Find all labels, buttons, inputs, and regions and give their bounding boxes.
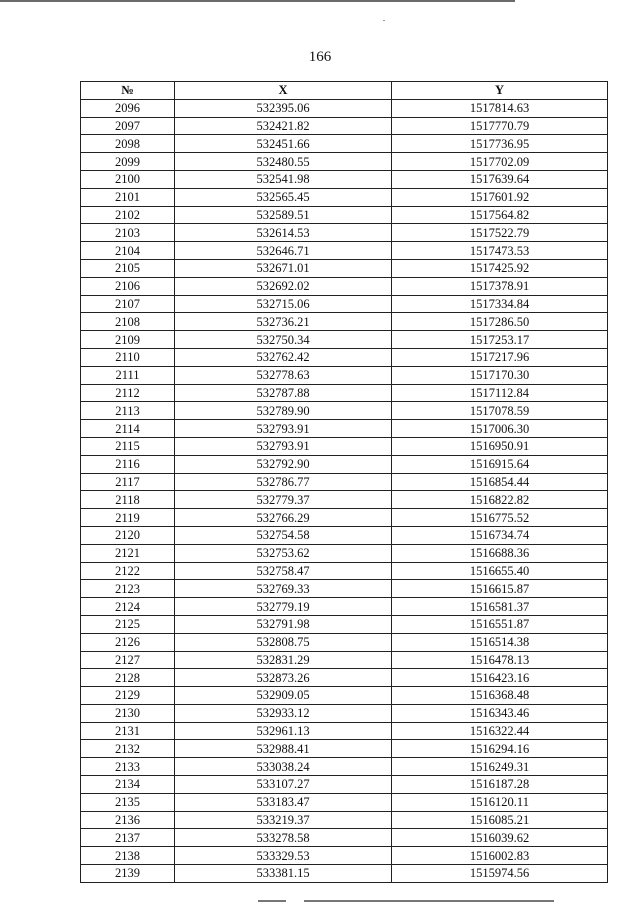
cell-y: 1516085.21 [392, 811, 608, 829]
cell-y: 1516915.64 [392, 455, 608, 473]
cell-number: 2104 [81, 242, 175, 260]
cell-y: 1516615.87 [392, 580, 608, 598]
table-row [81, 526, 608, 544]
cell-number: 2127 [81, 651, 175, 669]
cell-y: 1516120.11 [392, 793, 608, 811]
coordinates-table [80, 81, 608, 883]
table-row [81, 277, 608, 295]
cell-x: 532646.71 [175, 242, 392, 260]
cell-number: 2125 [81, 615, 175, 633]
cell-y: 1516734.74 [392, 526, 608, 544]
cell-y: 1516249.31 [392, 758, 608, 776]
table-row [81, 776, 608, 794]
table-row [81, 740, 608, 758]
cell-y: 1516039.62 [392, 829, 608, 847]
cell-number: 2105 [81, 259, 175, 277]
cell-number: 2107 [81, 295, 175, 313]
table-row [81, 242, 608, 260]
top-border-line [0, 0, 515, 2]
cell-number: 2137 [81, 829, 175, 847]
table-row [81, 420, 608, 438]
cell-y: 1517639.64 [392, 170, 608, 188]
table-row [81, 259, 608, 277]
cell-y: 1516950.91 [392, 437, 608, 455]
cell-y: 1516322.44 [392, 722, 608, 740]
cell-x: 532791.98 [175, 615, 392, 633]
cell-x: 532451.66 [175, 135, 392, 153]
cell-y: 1517006.30 [392, 420, 608, 438]
cell-number: 2139 [81, 865, 175, 883]
table-row [81, 704, 608, 722]
cell-y: 1517286.50 [392, 313, 608, 331]
cell-y: 1516343.46 [392, 704, 608, 722]
table-body [81, 99, 608, 882]
bottom-border-line [304, 900, 554, 902]
table-row [81, 580, 608, 598]
cell-number: 2109 [81, 331, 175, 349]
cell-x: 533107.27 [175, 776, 392, 794]
cell-y: 1517334.84 [392, 295, 608, 313]
table-row [81, 491, 608, 509]
cell-y: 1516423.16 [392, 669, 608, 687]
table-row [81, 829, 608, 847]
cell-x: 532786.77 [175, 473, 392, 491]
cell-x: 532779.37 [175, 491, 392, 509]
cell-y: 1516368.48 [392, 687, 608, 705]
cell-x: 533038.24 [175, 758, 392, 776]
cell-number: 2131 [81, 722, 175, 740]
cell-y: 1517814.63 [392, 99, 608, 117]
cell-y: 1516187.28 [392, 776, 608, 794]
cell-y: 1516655.40 [392, 562, 608, 580]
table-row [81, 598, 608, 616]
table-row [81, 437, 608, 455]
cell-y: 1517378.91 [392, 277, 608, 295]
cell-number: 2121 [81, 544, 175, 562]
header-number: № [81, 82, 175, 100]
scan-speck [383, 20, 385, 21]
cell-x: 533329.53 [175, 847, 392, 865]
cell-x: 532831.29 [175, 651, 392, 669]
cell-number: 2128 [81, 669, 175, 687]
table-row [81, 153, 608, 171]
cell-x: 532789.90 [175, 402, 392, 420]
cell-number: 2138 [81, 847, 175, 865]
cell-number: 2097 [81, 117, 175, 135]
cell-y: 1517522.79 [392, 224, 608, 242]
cell-y: 1516822.82 [392, 491, 608, 509]
table-row [81, 722, 608, 740]
cell-x: 532787.88 [175, 384, 392, 402]
cell-number: 2130 [81, 704, 175, 722]
cell-x: 532808.75 [175, 633, 392, 651]
cell-y: 1517473.53 [392, 242, 608, 260]
cell-x: 532873.26 [175, 669, 392, 687]
cell-x: 532961.13 [175, 722, 392, 740]
cell-x: 532480.55 [175, 153, 392, 171]
cell-x: 532750.34 [175, 331, 392, 349]
table-row [81, 117, 608, 135]
cell-number: 2123 [81, 580, 175, 598]
cell-number: 2136 [81, 811, 175, 829]
table-row [81, 669, 608, 687]
table-row [81, 206, 608, 224]
cell-y: 1517112.84 [392, 384, 608, 402]
cell-y: 1517170.30 [392, 366, 608, 384]
table-row [81, 544, 608, 562]
table-row [81, 366, 608, 384]
table-row [81, 793, 608, 811]
table-row [81, 687, 608, 705]
cell-number: 2119 [81, 509, 175, 527]
cell-x: 532793.91 [175, 437, 392, 455]
cell-number: 2134 [81, 776, 175, 794]
cell-number: 2133 [81, 758, 175, 776]
cell-y: 1517770.79 [392, 117, 608, 135]
cell-number: 2111 [81, 366, 175, 384]
table-row [81, 455, 608, 473]
cell-x: 532909.05 [175, 687, 392, 705]
cell-number: 2126 [81, 633, 175, 651]
table-row [81, 170, 608, 188]
cell-x: 533381.15 [175, 865, 392, 883]
cell-x: 532589.51 [175, 206, 392, 224]
table-row [81, 348, 608, 366]
cell-number: 2132 [81, 740, 175, 758]
cell-number: 2103 [81, 224, 175, 242]
cell-x: 532692.02 [175, 277, 392, 295]
table-row [81, 473, 608, 491]
cell-x: 532754.58 [175, 526, 392, 544]
cell-y: 1517078.59 [392, 402, 608, 420]
cell-x: 532395.06 [175, 99, 392, 117]
cell-x: 532792.90 [175, 455, 392, 473]
cell-x: 532769.33 [175, 580, 392, 598]
table-row [81, 865, 608, 883]
cell-number: 2122 [81, 562, 175, 580]
table-row [81, 99, 608, 117]
cell-x: 532766.29 [175, 509, 392, 527]
cell-number: 2115 [81, 437, 175, 455]
cell-number: 2101 [81, 188, 175, 206]
table-row [81, 758, 608, 776]
cell-x: 533219.37 [175, 811, 392, 829]
cell-y: 1516551.87 [392, 615, 608, 633]
table-row [81, 313, 608, 331]
cell-number: 2108 [81, 313, 175, 331]
bottom-border-line [258, 900, 286, 902]
cell-x: 532933.12 [175, 704, 392, 722]
cell-number: 2096 [81, 99, 175, 117]
cell-number: 2106 [81, 277, 175, 295]
cell-number: 2110 [81, 348, 175, 366]
table-row [81, 633, 608, 651]
cell-y: 1517425.92 [392, 259, 608, 277]
table-row [81, 562, 608, 580]
cell-x: 532778.63 [175, 366, 392, 384]
cell-y: 1515974.56 [392, 865, 608, 883]
cell-y: 1516514.38 [392, 633, 608, 651]
cell-y: 1516854.44 [392, 473, 608, 491]
table-row [81, 651, 608, 669]
table-header-row [81, 82, 608, 100]
cell-number: 2135 [81, 793, 175, 811]
table-row [81, 224, 608, 242]
cell-x: 533183.47 [175, 793, 392, 811]
cell-number: 2098 [81, 135, 175, 153]
cell-x: 532715.06 [175, 295, 392, 313]
cell-x: 532779.19 [175, 598, 392, 616]
cell-x: 532421.82 [175, 117, 392, 135]
cell-x: 532762.42 [175, 348, 392, 366]
header-y: Y [392, 82, 608, 100]
table-row [81, 811, 608, 829]
cell-number: 2129 [81, 687, 175, 705]
cell-y: 1517564.82 [392, 206, 608, 224]
cell-x: 532614.53 [175, 224, 392, 242]
cell-y: 1517702.09 [392, 153, 608, 171]
cell-number: 2100 [81, 170, 175, 188]
table-row [81, 188, 608, 206]
table-row [81, 509, 608, 527]
cell-number: 2102 [81, 206, 175, 224]
cell-number: 2099 [81, 153, 175, 171]
cell-number: 2113 [81, 402, 175, 420]
cell-number: 2120 [81, 526, 175, 544]
cell-number: 2116 [81, 455, 175, 473]
cell-y: 1517601.92 [392, 188, 608, 206]
cell-x: 532671.01 [175, 259, 392, 277]
cell-x: 532758.47 [175, 562, 392, 580]
page-number: 166 [308, 49, 332, 65]
table-row [81, 847, 608, 865]
cell-y: 1516775.52 [392, 509, 608, 527]
table-row [81, 135, 608, 153]
cell-x: 532736.21 [175, 313, 392, 331]
cell-number: 2112 [81, 384, 175, 402]
header-x: X [175, 82, 392, 100]
cell-x: 532793.91 [175, 420, 392, 438]
cell-x: 533278.58 [175, 829, 392, 847]
cell-y: 1517253.17 [392, 331, 608, 349]
table-row [81, 402, 608, 420]
cell-y: 1516478.13 [392, 651, 608, 669]
cell-x: 532565.45 [175, 188, 392, 206]
cell-x: 532541.98 [175, 170, 392, 188]
cell-number: 2124 [81, 598, 175, 616]
cell-y: 1516581.37 [392, 598, 608, 616]
table-row [81, 331, 608, 349]
cell-y: 1516688.36 [392, 544, 608, 562]
cell-x: 532753.62 [175, 544, 392, 562]
table-row [81, 384, 608, 402]
cell-y: 1516294.16 [392, 740, 608, 758]
cell-number: 2114 [81, 420, 175, 438]
table-row [81, 615, 608, 633]
cell-x: 532988.41 [175, 740, 392, 758]
cell-y: 1516002.83 [392, 847, 608, 865]
cell-y: 1517217.96 [392, 348, 608, 366]
cell-number: 2117 [81, 473, 175, 491]
cell-number: 2118 [81, 491, 175, 509]
cell-y: 1517736.95 [392, 135, 608, 153]
table-row [81, 295, 608, 313]
